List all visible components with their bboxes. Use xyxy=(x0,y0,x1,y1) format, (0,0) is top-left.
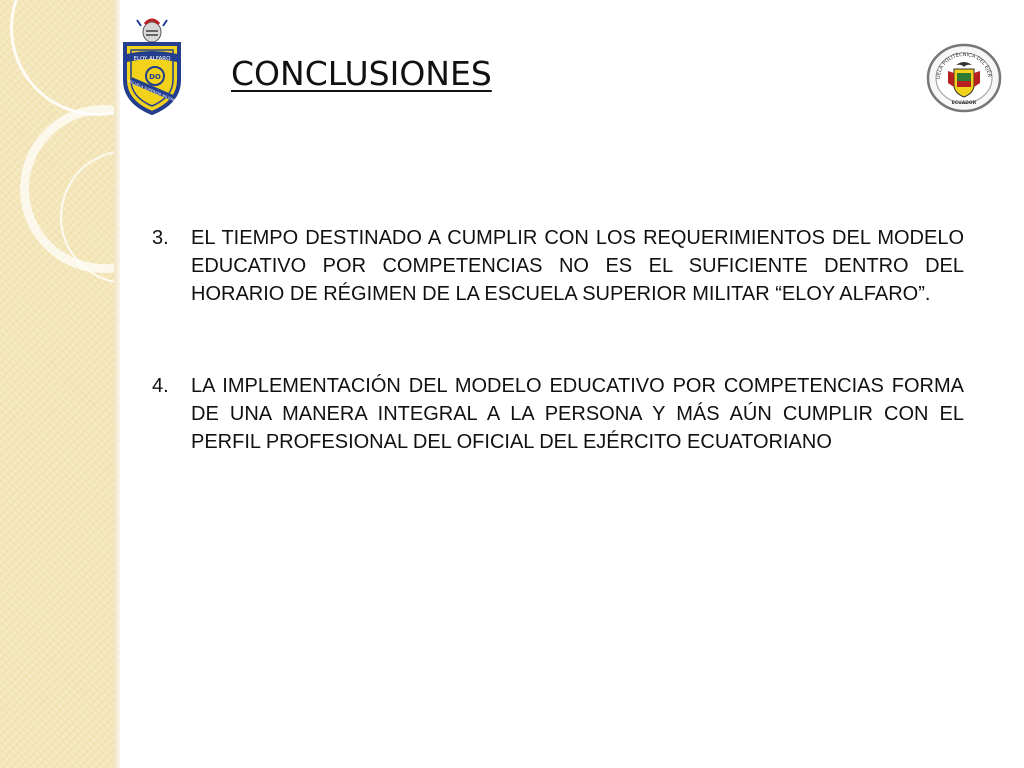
svg-text:ESCUELA POLITÉCNICA DEL EJÉRCI: UELA POLITÉCNICA DEL EJÉR xyxy=(935,51,993,80)
item-text: LA IMPLEMENTACIÓN DEL MODELO EDUCATIVO POR COMPETENCIAS FORMA DE UNA MANERA INTEGRAL A LA PERSONA Y MÁS AÚN CUMPLIR CON EL PERFIL PROFESIONAL DEL OFICIAL DEL EJÉRCITO ECUATORIANO xyxy=(191,375,964,453)
slide-title: CONCLUSIONES xyxy=(231,54,492,93)
item-text: EL TIEMPO DESTINADO A CUMPLIR CON LOS REQUERIMIENTOS DEL MODELO EDUCATIVO POR COMPETENCIAS NO ES EL SUFICIENTE DENTRO DEL HORARIO DE RÉGIMEN DE LA ESCUELA SUPERIOR MILITAR “ELOY ALFARO”. xyxy=(191,227,964,305)
conclusions-list xyxy=(152,224,964,520)
item-number: 3. xyxy=(152,227,169,249)
decorative-ring xyxy=(10,0,114,116)
eloy-alfaro-crest-logo xyxy=(117,18,187,116)
list-item xyxy=(152,372,964,456)
helmet-icon xyxy=(137,20,167,42)
svg-text:ESCUELA SUPERIOR MILITAR: ESCUELA SUPERIOR MILITAR xyxy=(127,79,176,103)
list-item xyxy=(152,224,964,308)
item-number: 4. xyxy=(152,375,169,397)
decorative-side-band xyxy=(0,0,114,768)
svg-text:DO: DO xyxy=(149,73,161,81)
svg-text:ECUADOR: ECUADOR xyxy=(951,101,977,106)
escuela-politecnica-seal-logo xyxy=(926,43,1002,113)
svg-text:ELOY ALFARO: ELOY ALFARO xyxy=(133,56,171,62)
